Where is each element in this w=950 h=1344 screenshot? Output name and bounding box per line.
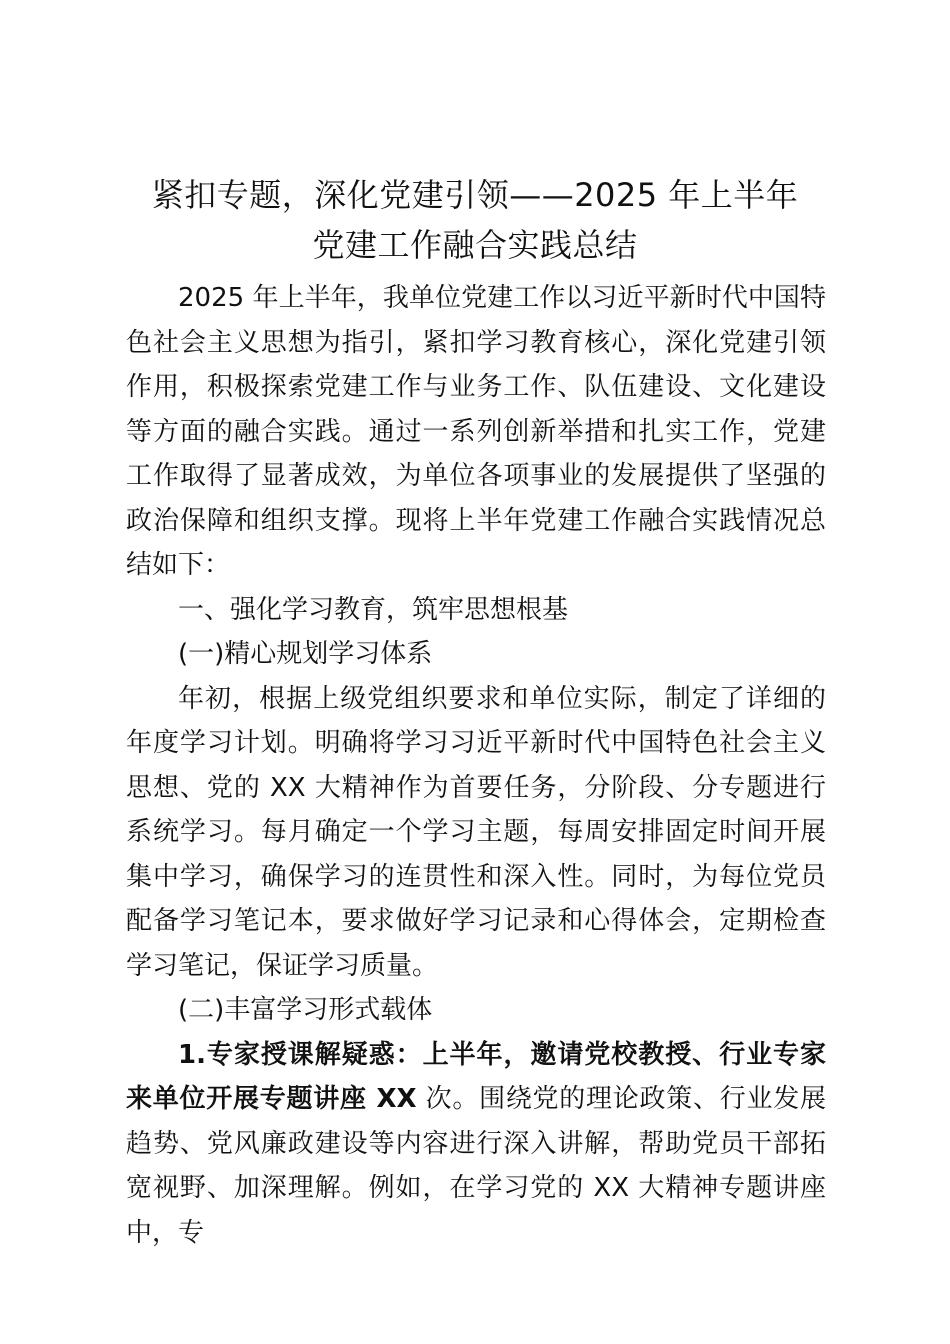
item-expert-lectures	[126, 1033, 826, 1256]
section-heading-1: 一、强化学习教育，筑牢思想根基	[178, 594, 569, 625]
item-expert-lectures-text: 次。围绕党的理论政策、行业发展趋势、党风廉政建设等内容进行深入讲解，帮助党员干部拓宽视野、加深理解。例如，在学习党的 XX 大精神专题讲座中，专	[126, 1084, 826, 1248]
subsection-heading-1: (一)精心规划学习体系	[178, 639, 433, 669]
document-body	[126, 276, 826, 1255]
title-line-2: 党建工作融合实践总结	[312, 226, 638, 264]
title-line-1: 紧扣专题，深化党建引领——2025 年上半年	[151, 176, 799, 214]
intro-paragraph: 2025 年上半年，我单位党建工作以习近平新时代中国特色社会主义思想为指引，紧扣学习教育核心，深化党建引领作用，积极探索党建工作与业务工作、队伍建设、文化建设等方面的融合实践。通过一系列创新举措和扎实工作，党建工作取得了显著成效，为单位各项事业的发展提供了坚强的政治保障和组织支撑。现将上半年党建工作融合实践情况总结如下：	[126, 283, 826, 580]
paragraph-study-plan: 年初，根据上级党组织要求和单位实际，制定了详细的年度学习计划。明确将学习习近平新时代中国特色社会主义思想、党的 XX 大精神作为首要任务，分阶段、分专题进行系统学习。每月确定一个学习主题，每周安排固定时间开展集中学习，确保学习的连贯性和深入性。同时，为每位党员配备学习笔记本，要求做好学习记录和心得体会，定期检查学习笔记，保证学习质量。	[126, 683, 826, 981]
subsection-heading-2: (二)丰富学习形式载体	[178, 995, 433, 1025]
item-expert-lectures-lead: 1.专家授课解疑惑：上半年，邀请党校教授、行业专家来单位开展专题讲座 XX	[126, 1039, 826, 1114]
document-title	[120, 170, 830, 270]
